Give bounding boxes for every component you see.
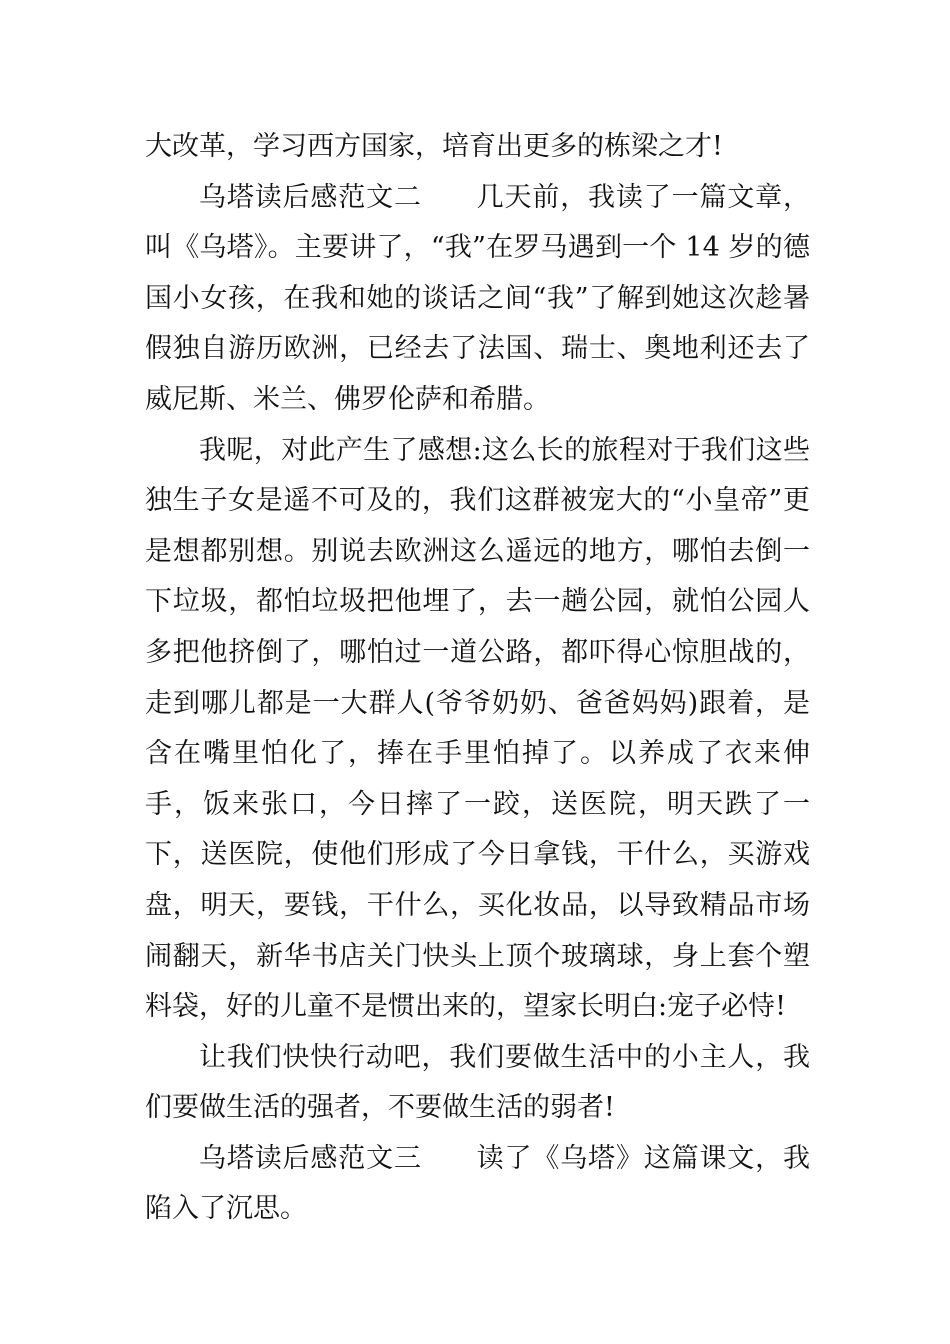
paragraph-2: [145, 173, 810, 426]
paragraph-4: 让我们快快行动吧，我们要做生活中的小主人，我们要做生活的强者，不要做生活的弱者!: [145, 1041, 810, 1124]
paragraph-2-text: 几天前，我读了一篇文章，叫《乌塔》。主要讲了，“我”在罗马遇到一个 14 岁的德国小女孩，在我和她的谈话之间“我”了解到她这次趁暑假独自游历欧洲，已经去了法国、瑞士、奥地利还去了威尼斯、米兰、佛罗伦萨和希腊。: [145, 181, 811, 415]
paragraph-5-text: 读了《乌塔》这篇课文，我陷入了沉思。: [145, 1142, 811, 1225]
paragraph-3: 我呢，对此产生了感想:这么长的旅程对于我们这些独生子女是遥不可及的，我们这群被宠大的“小皇帝”更是想都别想。别说去欧洲这么遥远的地方，哪怕去倒一下垃圾，都怕垃圾把他埋了，去一趟公园，就怕公园人多把他挤倒了，哪怕过一道公路，都吓得心惊胆战的，走到哪儿都是一大群人(爷爷奶奶、爸爸妈妈)跟着，是含在嘴里怕化了，捧在手里怕掉了。以养成了衣来伸手，饭来张口，今日摔了一跤，送医院，明天跌了一下，送医院，使他们形成了今日拿钱，干什么，买游戏盘，明天，要钱，干什么，买化妆品，以导致精品市场闹翻天，新华书店关门快头上顶个玻璃球，身上套个塑料袋，好的儿童不是惯出来的，望家长明白:宠子必恃!: [145, 434, 810, 1023]
article-body: [145, 122, 810, 1235]
paragraph-5: [145, 1134, 810, 1235]
section-heading-3: 乌塔读后感范文三: [199, 1142, 422, 1174]
paragraph-1: 大改革，学习西方国家，培育出更多的栋梁之才!: [145, 131, 723, 162]
section-heading-2: 乌塔读后感范文二: [199, 181, 422, 213]
